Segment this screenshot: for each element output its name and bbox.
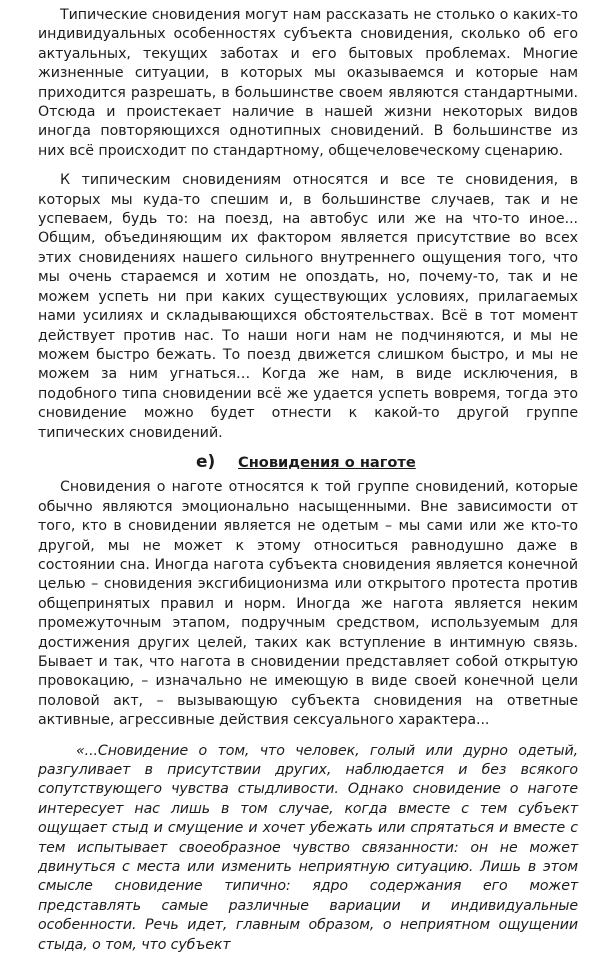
quote-paragraph: «...Сновидение о том, что человек, голый или дурно одетый, разгуливает в присутствии других, наблюдается и без всякого сопутствующего чувства стыдливости. Однако сновидение о наготе интересует нас лишь в том случае, когда вместе с тем субъект ощущает стыд и смущение и хочет убежать или спрятаться и вместе с тем испытывает своеобразное чувство связанности: он не может двинуться с места или изменить неприятную ситуацию. Лишь в этом смысле сновидение типично: ядро содержания его может представлять самые различные вариации и индивидуальные особенности. Речь идет, главным образом, о неприятном ощущении стыда, о том, что субъект (38, 742, 578, 953)
paragraph-nudity-dreams: Сновидения о наготе относятся к той группе сновидений, которые обычно являются эмоционально насыщенными. Вне зависимости от того, кто в сновидении является не одетым – мы сами или же кто-то другой, мы не может к этому относиться равнодушно даже в состоянии сна. Иногда нагота субъекта сновидения является конечной целью – сновидения эксгибиционизма или открытого протеста против общепринятых правил и норм. Иногда же нагота является неким промежуточным этапом, подручным средством, используемым для достижения других целей, таких как вступление в интимную связь. Бывает и так, что нагота в сновидении представляет собой открытую провокацию, – изначально не имеющую в виде своей конечной цели половой акт, – вызывающую субъекта сновидения на ответные активные, агрессивные действия сексуального характера... (38, 479, 578, 729)
paragraph-hurry-dreams: К типическим сновидениям относятся и все те сновидения, в которых мы куда-то спешим и, в большинстве случаев, так и не успеваем, будь то: на поезд, на автобус или же на что-то иное... Общим, объединяющим их фактором является присутствие во всех этих сновидениях нашего сильного внутреннего ощущения того, что мы очень стараемся и хотим не опоздать, но, почему-то, так и не можем успеть ни при каких существующих условиях, прилагаемых нами усилиях и складывающихся обстоятельствах. Всё в тот момент действует против нас. То наши ноги нам не подчиняются, и мы не можем быстро бежать. То поезд движется слишком быстро, и мы не можем за ним угнаться… Когда же нам, в виде исключения, в подобного типа сновидении всё же удается успеть вовремя, тогда это сновидение можно будет отнести к какой-то другой группе типических сновидений. (38, 172, 578, 441)
section-heading (38, 453, 578, 472)
section-letter: е) (196, 451, 216, 472)
document-page (38, 6, 578, 955)
section-title: Сновидения о наготе (238, 453, 416, 471)
paragraph-typical-dreams: Типические сновидения могут нам рассказать не столько о каких-то индивидуальных особенностях субъекта сновидения, сколько об его актуальных, текущих заботах и его бытовых проблемах. Многие жизненные ситуации, в которых мы оказываемся и которые нам приходится разрешать, в большинстве своем являются стандартными. Отсюда и проистекает наличие в нашей жизни некоторых видов иногда повторяющихся однотипных сновидений. В большинстве из них всё происходит по стандартному, общечеловеческому сценарию. (38, 7, 578, 159)
